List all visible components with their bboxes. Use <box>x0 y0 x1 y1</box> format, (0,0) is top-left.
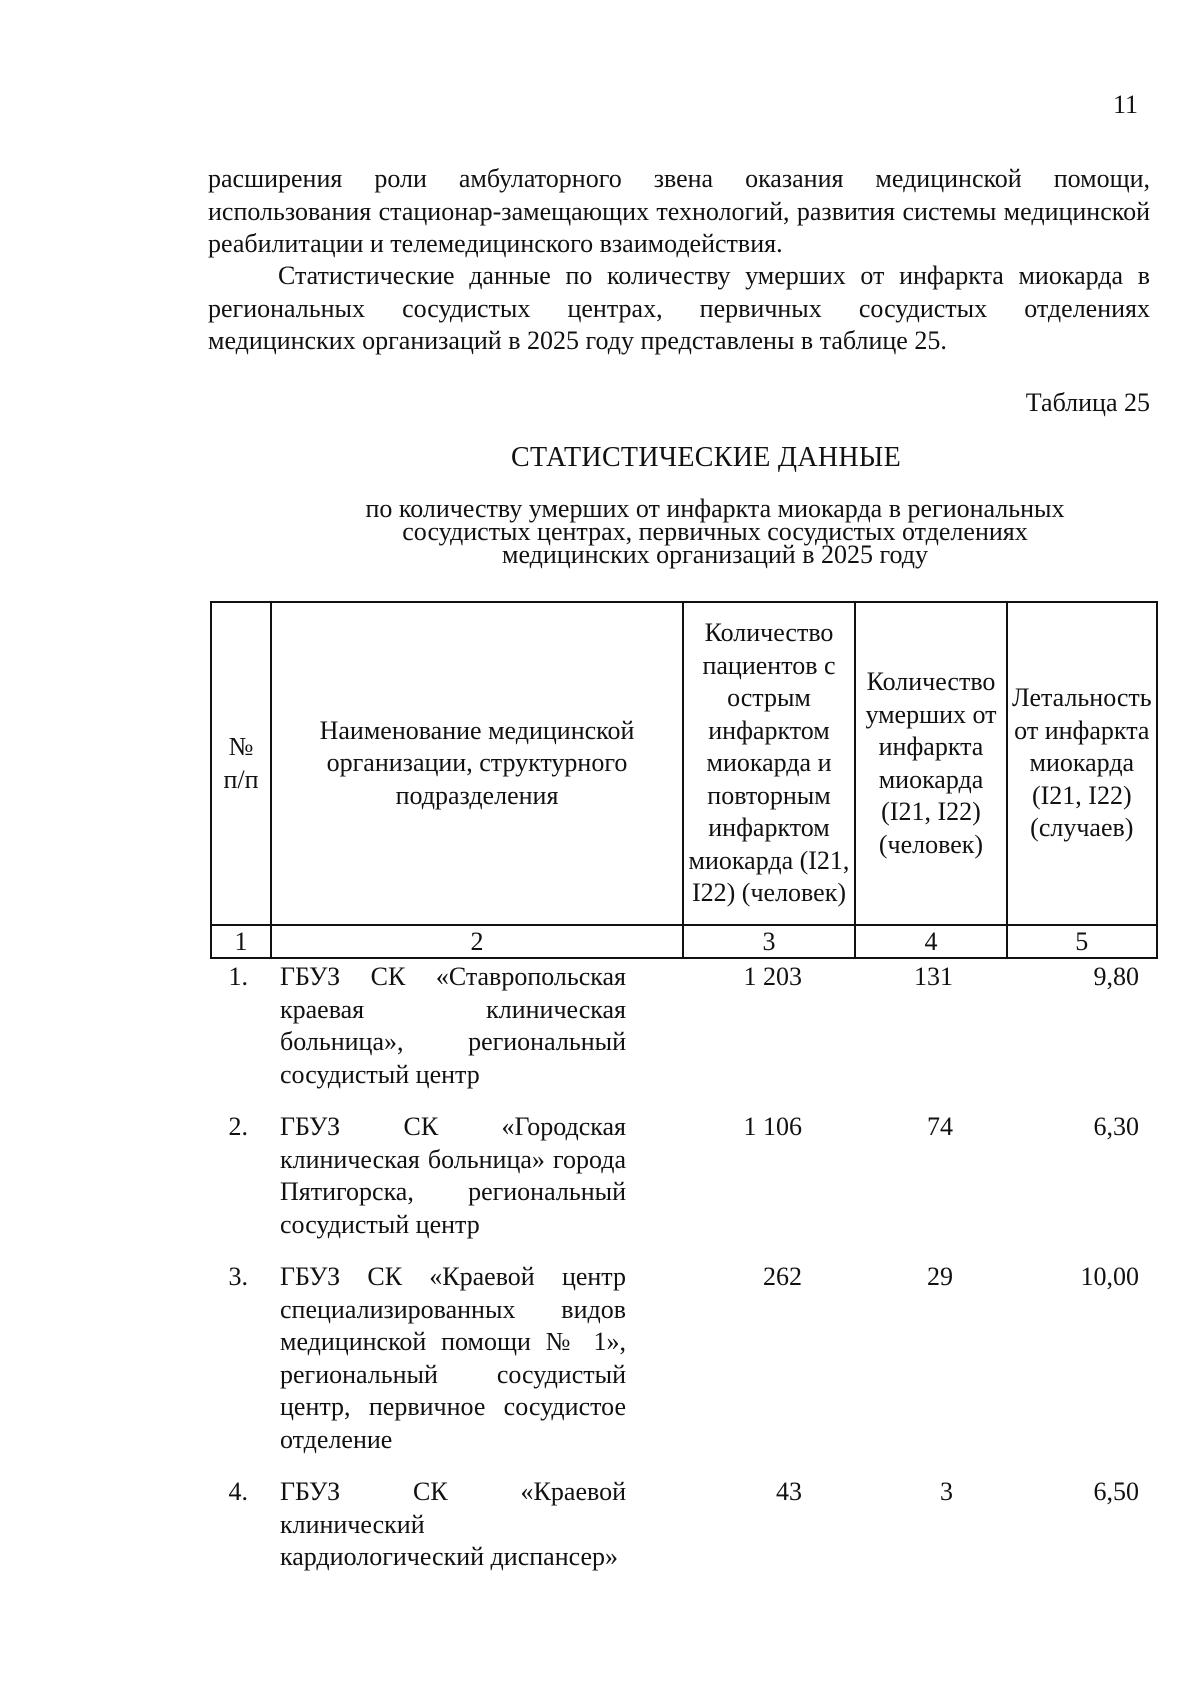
table-subtitle: по количеству умерших от инфаркта миокарда в региональных сосудистых центрах, первичных сосудистых отделениях медицинских организаций в 2025 году <box>365 494 1065 569</box>
table-row <box>210 1111 1149 1241</box>
row-number: 4. <box>228 1477 248 1506</box>
table-row <box>210 1261 1149 1456</box>
row-deaths: 74 <box>927 1112 953 1141</box>
row-number: 3. <box>228 1262 248 1291</box>
row-organization: ГБУЗ СК «Городская клиническая больница» города Пятигорска, региональный сосудистый центр <box>280 1112 626 1239</box>
row-lethality: 6,30 <box>1093 1112 1139 1141</box>
column-number-1: 1 <box>211 925 271 958</box>
header-number: № п/п <box>211 602 271 925</box>
row-patients: 1 106 <box>743 1112 802 1141</box>
row-organization: ГБУЗ СК «Краевой клинический кардиологический диспансер» <box>280 1477 626 1571</box>
row-organization: ГБУЗ СК «Ставропольская краевая клиническая больница», региональный сосудистый центр <box>280 962 626 1089</box>
row-organization: ГБУЗ СК «Краевой центр специализированных видов медицинской помощи № 1», региональный сосудистый центр, первичное сосудистое отделение <box>280 1262 626 1454</box>
row-deaths: 29 <box>927 1262 953 1291</box>
statistics-paragraph: Статистические данные по количеству умерших от инфаркта миокарда в региональных сосудистых центрах, первичных сосудистых отделениях медицинских организаций в 2025 году представлены в таблице 25. <box>208 261 1150 355</box>
column-number-3: 3 <box>683 925 855 958</box>
column-number-4: 4 <box>855 925 1007 958</box>
table-title: СТАТИСТИЧЕСКИЕ ДАННЫЕ <box>510 442 902 473</box>
column-number-2: 2 <box>271 925 683 958</box>
row-number: 2. <box>228 1112 248 1141</box>
table-label: Таблица 25 <box>1025 388 1150 417</box>
table-row <box>210 961 1149 1091</box>
table-row <box>210 1476 1149 1574</box>
row-lethality: 6,50 <box>1093 1477 1139 1506</box>
row-deaths: 131 <box>914 962 953 991</box>
page-number: 11 <box>1113 90 1139 119</box>
row-patients: 262 <box>763 1262 802 1291</box>
table-body <box>210 961 1149 1574</box>
header-patients: Количество пациентов с острым инфарктом миокарда и повторным инфарктом миокарда (I21, I22) (человек) <box>683 602 855 925</box>
column-number-5: 5 <box>1007 925 1157 958</box>
row-lethality: 10,00 <box>1080 1262 1139 1291</box>
intro-paragraph: расширения роли амбулаторного звена оказания медицинской помощи, использования стационар-замещающих технологий, развития системы медицинской реабилитации и телемедицинского взаимодействия. <box>208 164 1150 258</box>
row-deaths: 3 <box>940 1477 953 1506</box>
table-header <box>210 601 1158 959</box>
header-deaths: Количество умерших от инфаркта миокарда (I21, I22) (человек) <box>855 602 1007 925</box>
header-lethality: Летальность от инфаркта миокарда (I21, I22) (случаев) <box>1007 602 1157 925</box>
row-patients: 43 <box>776 1477 802 1506</box>
row-patients: 1 203 <box>743 962 802 991</box>
header-organization: Наименование медицинской организации, структурного подразделения <box>271 602 683 925</box>
row-lethality: 9,80 <box>1093 962 1139 991</box>
row-number: 1. <box>228 962 248 991</box>
